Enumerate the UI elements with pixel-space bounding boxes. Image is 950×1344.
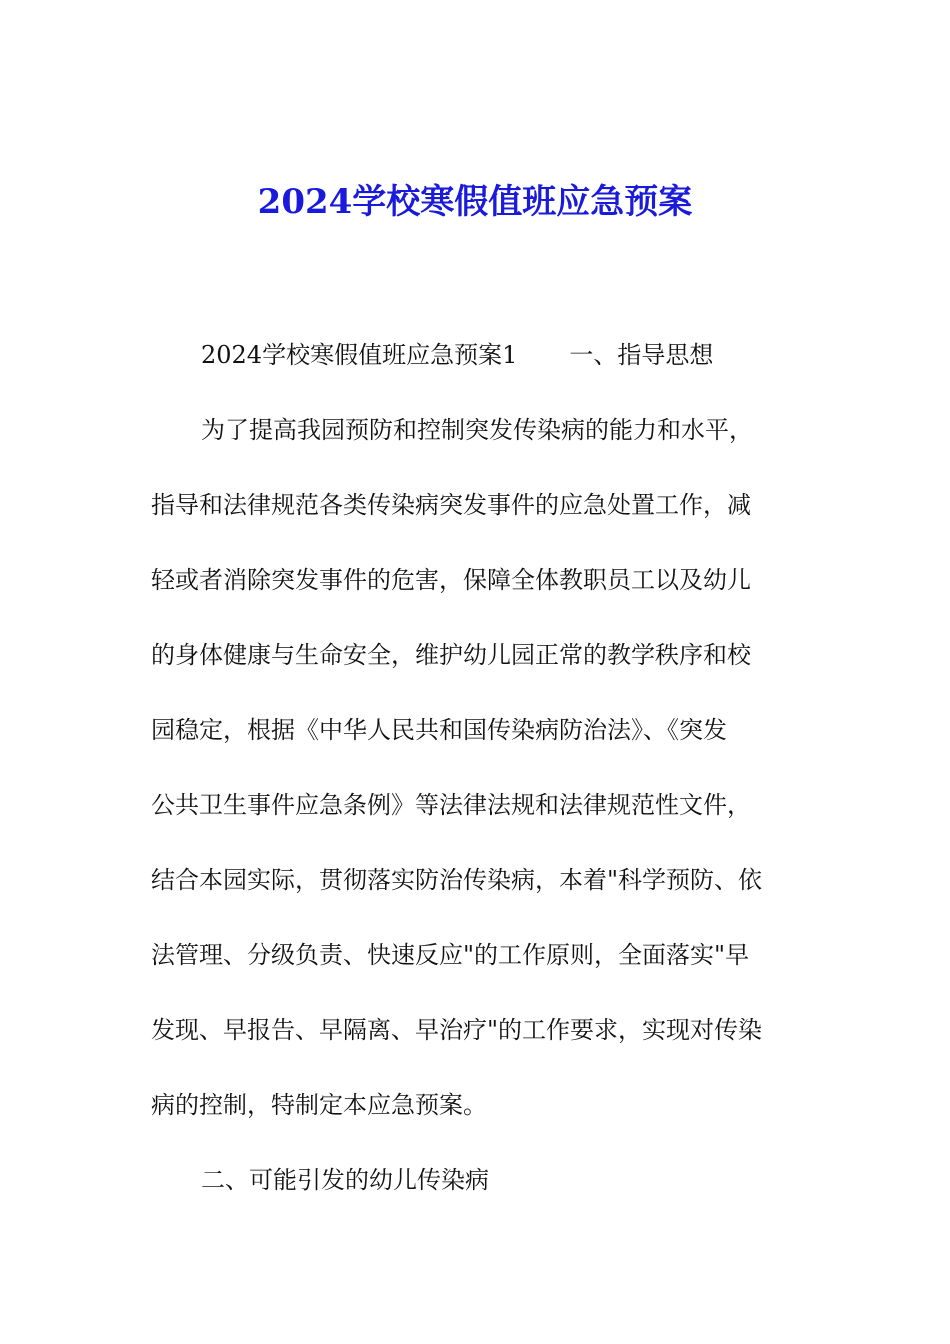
document-subtitle: 2024学校寒假值班应急预案1 (201, 341, 518, 369)
document-title: 2024学校寒假值班应急预案 (257, 182, 693, 222)
paragraph-line: 结合本园实际，贯彻落实防治传染病，本着"科学预防、依 (151, 866, 763, 894)
paragraph-line: 病的控制，特制定本应急预案。 (151, 1091, 487, 1119)
paragraph-line: 轻或者消除突发事件的危害，保障全体教职员工以及幼儿 (151, 566, 751, 594)
paragraph-line: 公共卫生事件应急条例》等法律法规和法律规范性文件， (151, 791, 751, 819)
section-2-heading: 二、可能引发的幼儿传染病 (201, 1166, 489, 1194)
section-1-heading: 一、指导思想 (569, 341, 714, 369)
paragraph-line: 发现、早报告、早隔离、早治疗"的工作要求，实现对传染 (151, 1016, 763, 1044)
paragraph-line: 法管理、分级负责、快速反应"的工作原则，全面落实"早 (151, 941, 750, 969)
document-body (151, 318, 803, 1218)
paragraph-line: 指导和法律规范各类传染病突发事件的应急处置工作，减 (151, 491, 751, 519)
paragraph-line: 园稳定，根据《中华人民共和国传染病防治法》、《突发 (151, 716, 727, 744)
paragraph-line: 为了提高我园预防和控制突发传染病的能力和水平， (201, 416, 753, 444)
paragraph-line: 的身体健康与生命安全，维护幼儿园正常的教学秩序和校 (151, 641, 751, 669)
intro-line (151, 318, 803, 393)
